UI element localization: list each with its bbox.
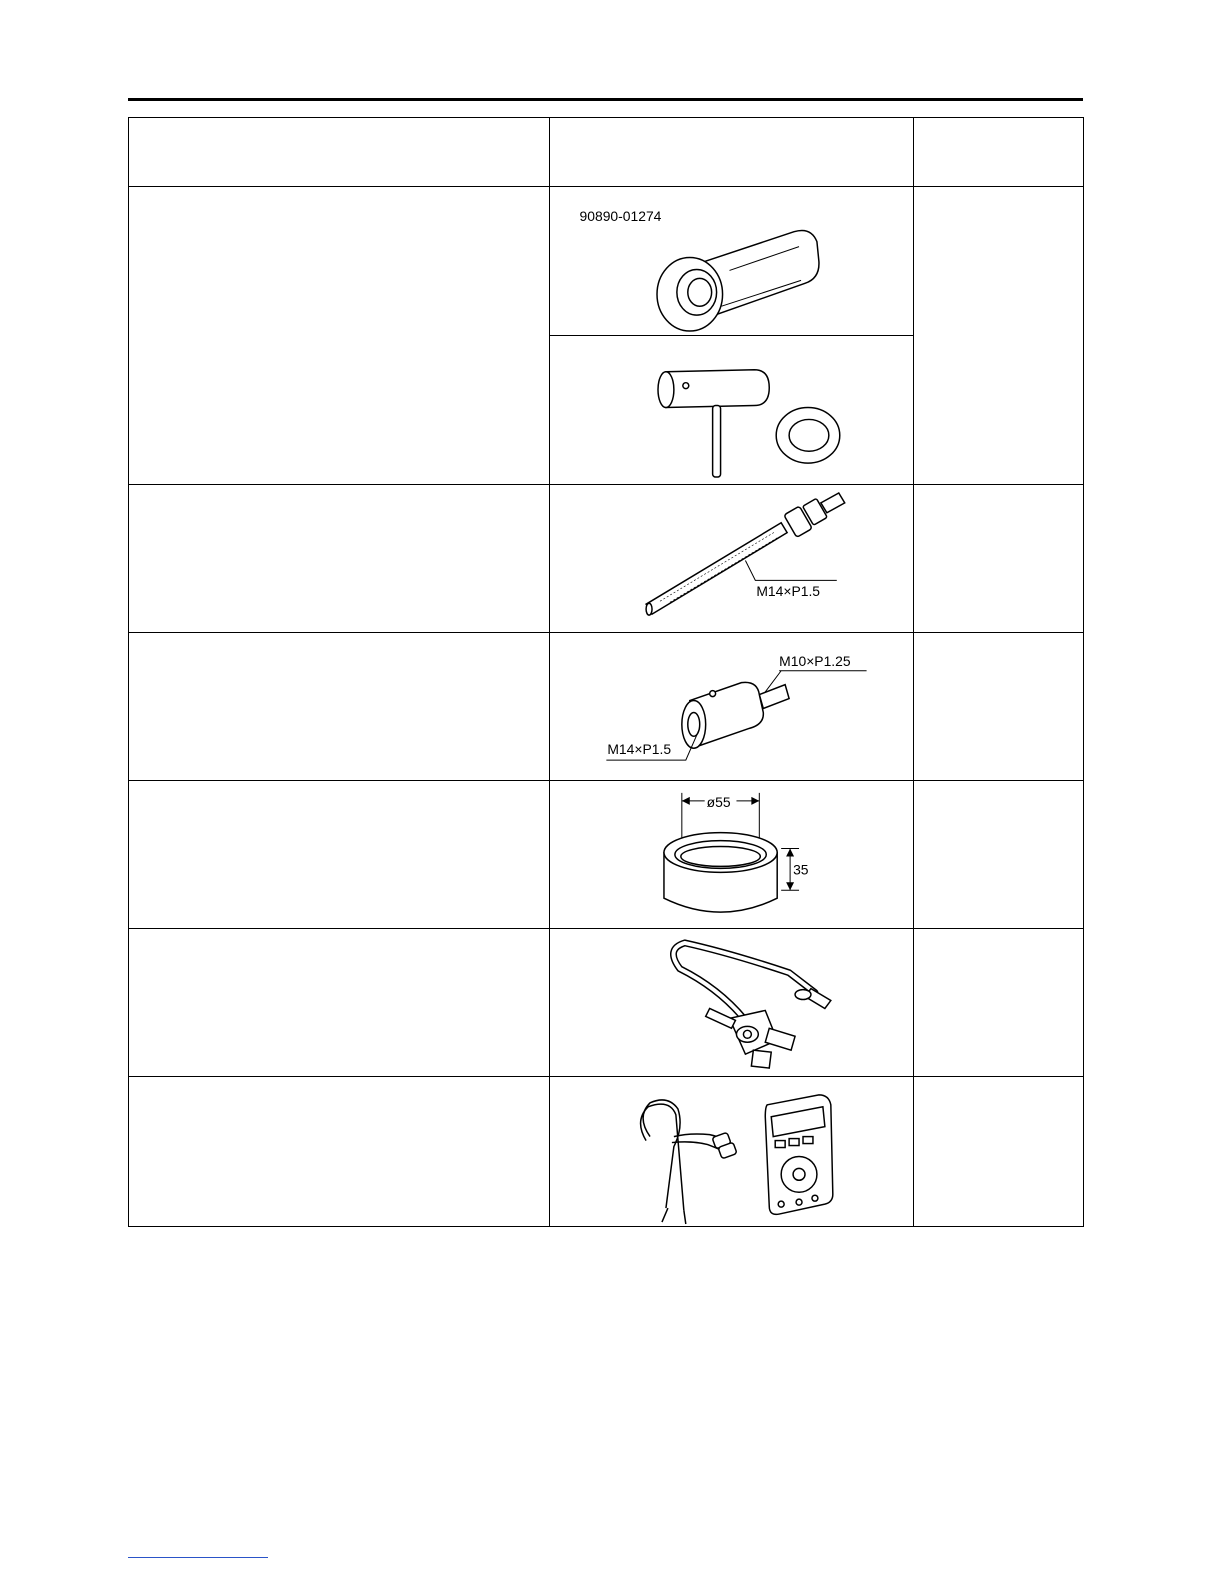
footer-link-underline	[128, 1557, 268, 1558]
tool-name-cell	[129, 187, 550, 485]
height-label: 35	[793, 861, 809, 878]
thread-label-top: M10×P1.25	[779, 652, 851, 669]
special-tools-table	[128, 117, 1084, 1227]
illustration-cell	[550, 336, 914, 485]
part-cell	[914, 187, 1084, 485]
part-number-label: 90890-01274	[579, 207, 662, 224]
table-row	[129, 781, 1084, 929]
spindle-sleeve-icon	[550, 187, 913, 335]
washer-icon	[776, 408, 840, 464]
illustration-cell	[550, 633, 914, 781]
adapter-icon	[550, 633, 913, 780]
tool-name-cell	[129, 929, 550, 1077]
illustration-cell	[550, 781, 914, 929]
table-header-row	[129, 118, 1084, 187]
header-cell-illustration	[550, 118, 914, 187]
part-cell	[914, 929, 1084, 1077]
threaded-rod-icon	[550, 485, 913, 632]
table-row	[129, 929, 1084, 1077]
table-row	[129, 633, 1084, 781]
header-cell-part	[914, 118, 1084, 187]
header-cell-name	[129, 118, 550, 187]
bearing-cup-icon	[550, 781, 913, 928]
part-cell	[914, 485, 1084, 633]
thread-label-bottom: M14×P1.5	[607, 741, 672, 758]
illustration-cell	[550, 187, 914, 336]
illustration-cell	[550, 929, 914, 1077]
part-cell	[914, 781, 1084, 929]
illustration-cell	[550, 1077, 914, 1227]
tool-name-cell	[129, 485, 550, 633]
table-row	[129, 1077, 1084, 1227]
thread-label: M14×P1.5	[756, 583, 821, 600]
multimeter-icon	[550, 1077, 913, 1226]
tool-name-cell	[129, 781, 550, 929]
table-row	[129, 187, 1084, 336]
t-handle-icon	[550, 336, 913, 484]
part-cell	[914, 1077, 1084, 1227]
illustration-cell	[550, 485, 914, 633]
pressure-hose-icon	[550, 929, 913, 1076]
table-row	[129, 485, 1084, 633]
diameter-label: ø55	[706, 793, 731, 810]
header-rule	[128, 98, 1083, 101]
part-cell	[914, 633, 1084, 781]
tool-name-cell	[129, 633, 550, 781]
tool-name-cell	[129, 1077, 550, 1227]
